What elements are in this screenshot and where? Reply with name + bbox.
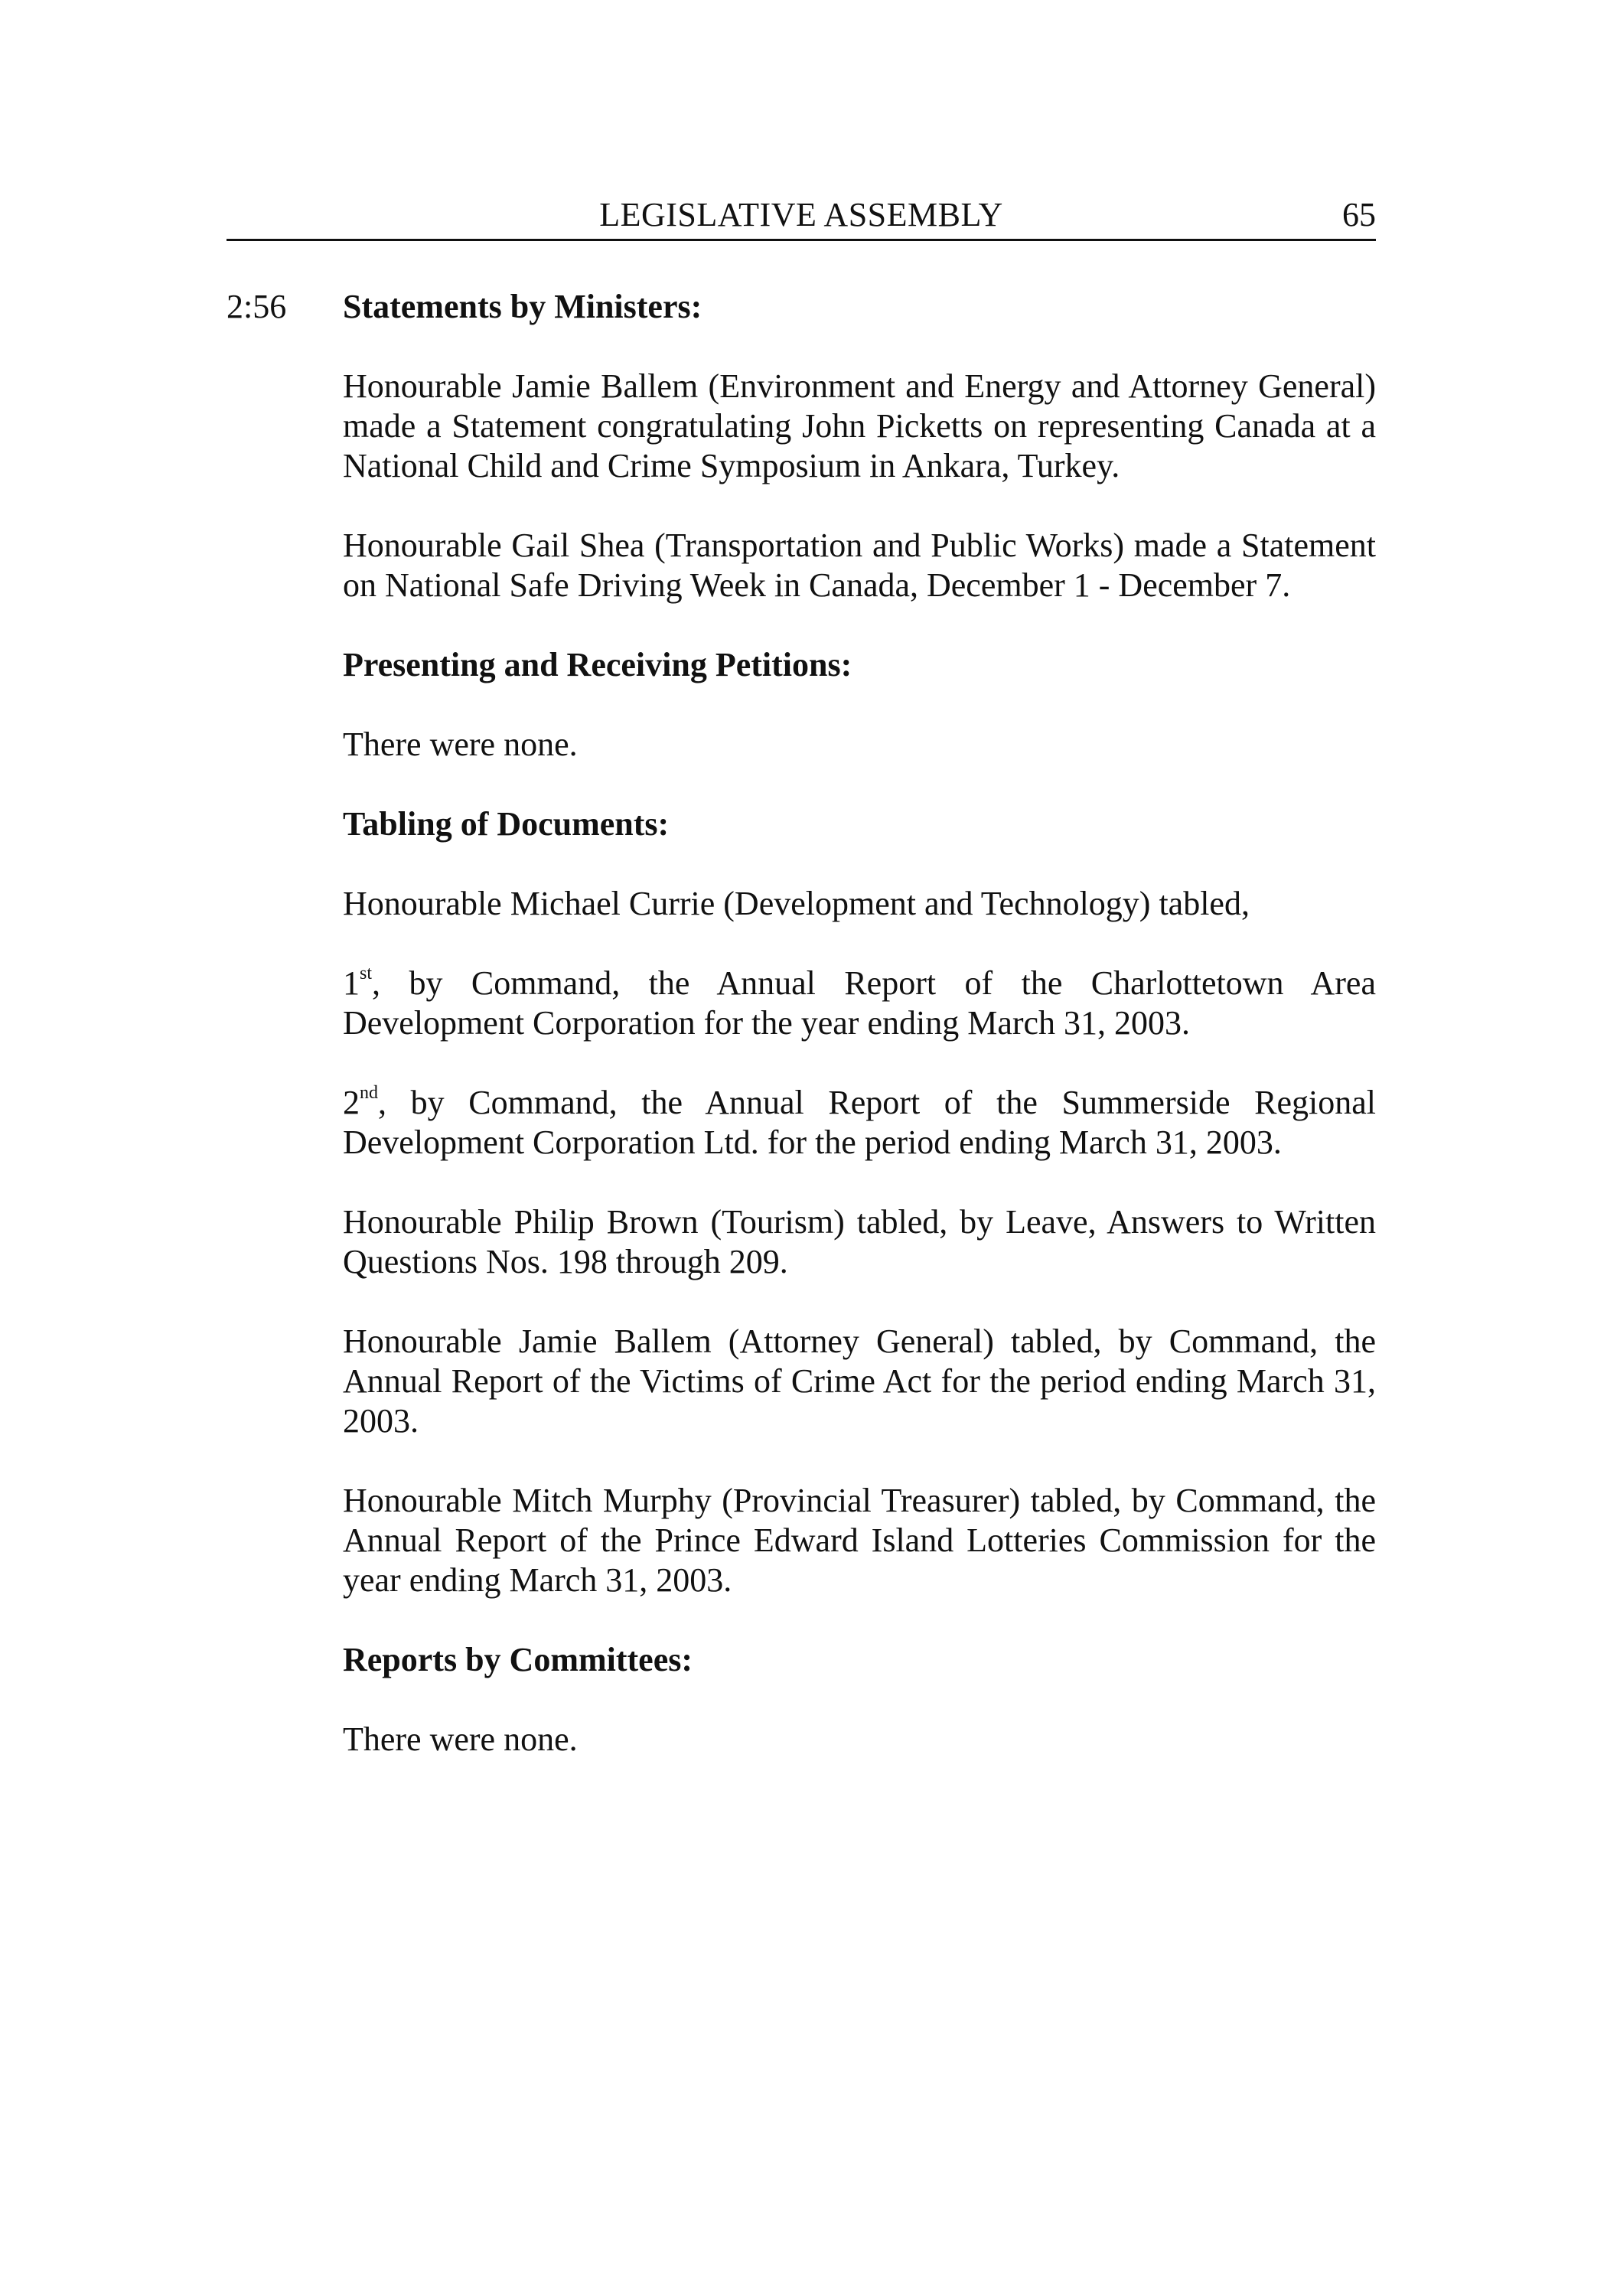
- tabling-paragraph: Honourable Jamie Ballem (Attorney General) tabled, by Command, the Annual Report of the Victims of Crime Act for the period ending March 31, 2003.: [343, 1322, 1376, 1440]
- ordinal-number: 1: [343, 964, 360, 1002]
- proceedings-body: [343, 287, 1376, 1799]
- ordinal-suffix: st: [360, 964, 373, 983]
- page-number: 65: [1342, 196, 1376, 233]
- time-stamp: 2:56: [227, 288, 287, 325]
- tabled-document-item: [343, 964, 1376, 1043]
- committees-text: There were none.: [343, 1720, 578, 1758]
- ordinal-number: 2: [343, 1084, 360, 1121]
- petitions-text: There were none.: [343, 726, 578, 763]
- statement-paragraph: Honourable Jamie Ballem (Environment and Energy and Attorney General) made a Statement congratulating John Picketts on representing Canada at a National Child and Crime Symposium in Ankara, Turkey.: [343, 367, 1376, 484]
- section-heading-statements: Statements by Ministers:: [343, 288, 702, 325]
- tabled-document-text: , by Command, the Annual Report of the Charlottetown Area Development Corporation for the year ending March 31, 2003.: [343, 964, 1376, 1042]
- statement-paragraph: Honourable Gail Shea (Transportation and Public Works) made a Statement on National Safe Driving Week in Canada, December 1 - December 7.: [343, 527, 1376, 604]
- running-header: [227, 194, 1376, 241]
- tabling-intro: Honourable Michael Currie (Development and Technology) tabled,: [343, 885, 1250, 922]
- tabling-paragraph: Honourable Philip Brown (Tourism) tabled, by Leave, Answers to Written Questions Nos. 198 through 209.: [343, 1203, 1376, 1280]
- section-heading-committees: Reports by Committees:: [343, 1641, 693, 1678]
- running-title: LEGISLATIVE ASSEMBLY: [599, 196, 1003, 233]
- tabling-paragraph: Honourable Mitch Murphy (Provincial Treasurer) tabled, by Command, the Annual Report of the Prince Edward Island Lotteries Commission for the year ending March 31, 2003.: [343, 1482, 1376, 1599]
- ordinal-suffix: nd: [360, 1083, 378, 1103]
- tabled-document-item: [343, 1083, 1376, 1163]
- section-heading-tabling: Tabling of Documents:: [343, 805, 670, 843]
- section-heading-petitions: Presenting and Receiving Petitions:: [343, 646, 852, 683]
- tabled-document-text: , by Command, the Annual Report of the Summerside Regional Development Corporation Ltd. for the period ending March 31, 2003.: [343, 1084, 1376, 1161]
